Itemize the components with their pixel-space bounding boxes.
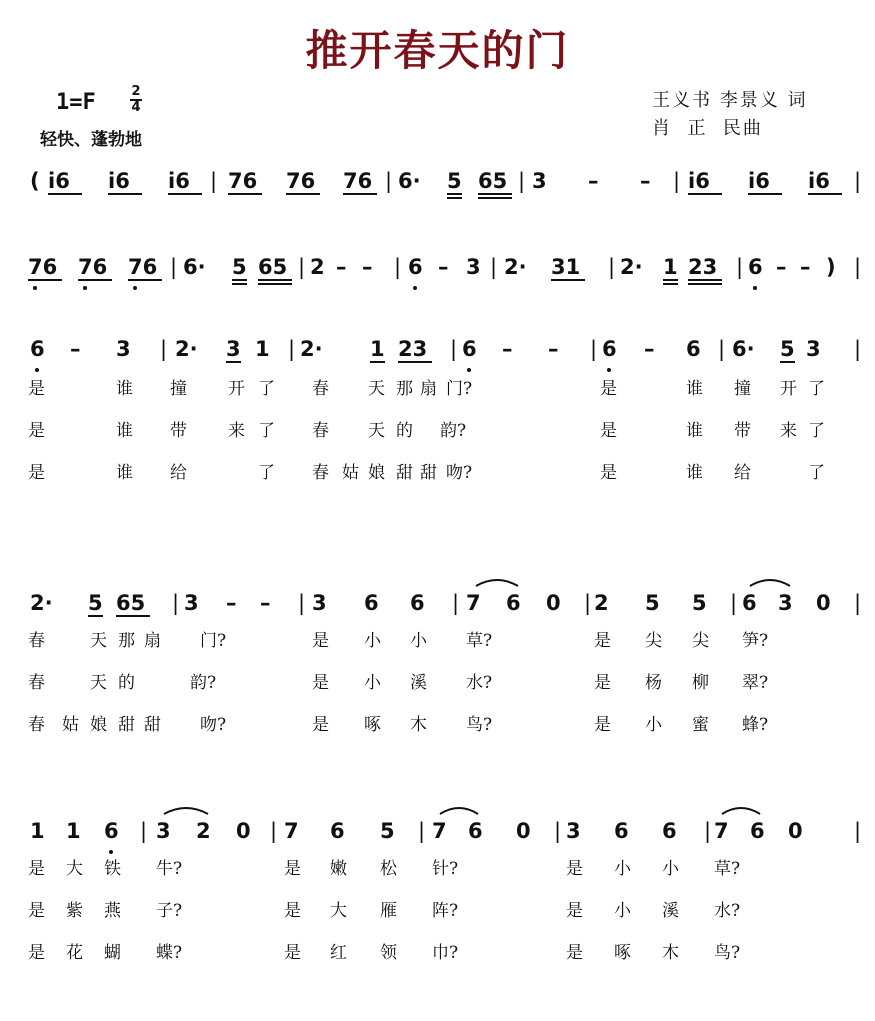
time-signature (130, 86, 142, 114)
lyric-char: 大 (330, 901, 347, 921)
barline: | (584, 591, 592, 615)
lyric-char: 春 (28, 631, 45, 651)
lyric-char: 是 (312, 631, 329, 651)
lyric-line-5-2 (0, 898, 875, 924)
barline: | (608, 255, 616, 279)
lyric-char: 春 (28, 715, 45, 735)
lyric-char: 草? (714, 859, 741, 879)
barline: | (590, 337, 598, 361)
lyric-char: 是 (600, 421, 617, 441)
lyric-char: 给 (170, 463, 187, 483)
lyric-char: 柳 (692, 673, 709, 693)
lyric-char: 谁 (686, 379, 703, 399)
tie-arc (722, 808, 760, 814)
lyric-char: 带 (170, 421, 187, 441)
barline: | (172, 591, 180, 615)
note: 3 (466, 255, 481, 279)
note: ) (826, 255, 836, 279)
lyric-char: 天 (90, 673, 107, 693)
barline: | (140, 819, 148, 843)
note: – (644, 337, 655, 361)
note: 5 (780, 337, 795, 361)
barline: | (418, 819, 426, 843)
lyric-char: 小 (614, 901, 631, 921)
lyric-line-5-3 (0, 940, 875, 966)
note: 1 (370, 337, 385, 361)
lyric-char: 木 (410, 715, 427, 735)
note: – (776, 255, 787, 279)
note: 3 (312, 591, 327, 615)
note: i6 (48, 169, 70, 193)
note: – (502, 337, 513, 361)
barline: | (160, 337, 168, 361)
note: 0 (236, 819, 251, 843)
note: 5 (232, 255, 247, 279)
lyric-char: 紫 (66, 901, 83, 921)
lyric-line-4-1 (0, 628, 875, 654)
lyric-char: 是 (566, 943, 583, 963)
note: 76 (343, 169, 373, 193)
note: 6 (330, 819, 345, 843)
lyric-char: 是 (594, 631, 611, 651)
note: 31 (551, 255, 581, 279)
lyric-char: 是 (600, 379, 617, 399)
note: 2· (30, 591, 53, 615)
lyric-char: 雁 (380, 901, 397, 921)
note: 3 (226, 337, 241, 361)
octave-dot (467, 368, 471, 372)
lyric-char: 嫩 (330, 859, 347, 879)
note: 65 (116, 591, 146, 615)
barline: | (718, 337, 726, 361)
lyric-char: 是 (594, 715, 611, 735)
lyric-char: 甜 (420, 463, 437, 483)
lyric-char: 那 (118, 631, 135, 651)
lyric-char: 巾? (432, 943, 459, 963)
lyric-char: 小 (662, 859, 679, 879)
note: 0 (816, 591, 831, 615)
note: 2 (594, 591, 609, 615)
note: 5 (380, 819, 395, 843)
note: 7 (284, 819, 299, 843)
barline: | (450, 337, 458, 361)
lyric-char: 谁 (686, 463, 703, 483)
composer-credit: 肖 正 民曲 (652, 118, 763, 139)
barline: | (730, 591, 738, 615)
note: 65 (258, 255, 288, 279)
note: 2· (504, 255, 527, 279)
lyric-line-3-3 (0, 460, 875, 486)
notation-row-5 (0, 816, 875, 846)
lyric-char: 韵? (440, 421, 467, 441)
lyric-char: 啄 (364, 715, 381, 735)
tie-arc (164, 808, 208, 814)
lyric-char: 是 (312, 673, 329, 693)
note: – (336, 255, 347, 279)
tie-arc (750, 580, 790, 586)
note: 6 (602, 337, 617, 361)
note: 6 (364, 591, 379, 615)
lyric-char: 带 (734, 421, 751, 441)
barline: | (394, 255, 402, 279)
barline: | (554, 819, 562, 843)
octave-dot (83, 286, 87, 290)
note: 5 (692, 591, 707, 615)
note: 76 (28, 255, 58, 279)
time-signature-top: 2 (131, 84, 141, 99)
lyric-char: 春 (28, 673, 45, 693)
barline: | (673, 169, 681, 193)
tie-arc (440, 808, 478, 814)
note: 6 (742, 591, 757, 615)
lyric-char: 小 (410, 631, 427, 651)
lyric-char: 啄 (614, 943, 631, 963)
lyric-char: 了 (808, 421, 825, 441)
barline: | (854, 337, 862, 361)
lyric-line-4-2 (0, 670, 875, 696)
lyric-char: 撞 (734, 379, 751, 399)
lyric-char: 是 (28, 859, 45, 879)
lyric-char: 是 (284, 901, 301, 921)
lyric-char: 甜 (118, 715, 135, 735)
lyric-char: 门? (446, 379, 473, 399)
note: 7 (714, 819, 729, 843)
note: – (588, 169, 599, 193)
lyric-char: 阵? (432, 901, 459, 921)
barline: | (854, 169, 862, 193)
note: 6 (468, 819, 483, 843)
note: 6· (398, 169, 421, 193)
lyric-char: 尖 (645, 631, 662, 651)
barline: | (518, 169, 526, 193)
lyric-char: 是 (28, 421, 45, 441)
lyric-char: 是 (566, 901, 583, 921)
lyric-char: 扇 (420, 379, 437, 399)
lyric-char: 水? (466, 673, 493, 693)
lyric-char: 了 (808, 463, 825, 483)
lyric-char: 的 (396, 421, 413, 441)
lyric-char: 蝴 (104, 943, 121, 963)
octave-dot (109, 850, 113, 854)
tempo-marking: 轻快、蓬勃地 (40, 130, 142, 150)
note: 3 (806, 337, 821, 361)
barline: | (854, 819, 862, 843)
note: 0 (788, 819, 803, 843)
lyric-char: 木 (662, 943, 679, 963)
lyric-char: 大 (66, 859, 83, 879)
octave-dot (413, 286, 417, 290)
lyric-char: 开 (780, 379, 797, 399)
lyric-char: 谁 (116, 379, 133, 399)
barline: | (736, 255, 744, 279)
lyric-char: 针? (432, 859, 459, 879)
notation-row-2 (0, 252, 875, 282)
note: 2· (300, 337, 323, 361)
octave-dot (753, 286, 757, 290)
lyric-char: 溪 (410, 673, 427, 693)
lyric-char: 红 (330, 943, 347, 963)
octave-dot (133, 286, 137, 290)
song-title: 推开春天的门 (305, 26, 570, 75)
barline: | (288, 337, 296, 361)
barline: | (210, 169, 218, 193)
lyric-char: 谁 (686, 421, 703, 441)
barline: | (452, 591, 460, 615)
note: 6 (748, 255, 763, 279)
note: 2· (175, 337, 198, 361)
lyric-char: 的 (118, 673, 135, 693)
lyric-char: 翠? (742, 673, 769, 693)
lyric-char: 鸟? (466, 715, 493, 735)
lyric-char: 杨 (645, 673, 662, 693)
octave-dot (35, 368, 39, 372)
key-signature: 1=F (56, 90, 96, 115)
lyric-char: 天 (368, 421, 385, 441)
note: 1 (255, 337, 270, 361)
note: 76 (286, 169, 316, 193)
note: 23 (688, 255, 718, 279)
lyric-char: 笋? (742, 631, 769, 651)
note: – (438, 255, 449, 279)
lyric-char: 鸟? (714, 943, 741, 963)
note: i6 (748, 169, 770, 193)
lyric-char: 是 (284, 943, 301, 963)
lyric-char: 燕 (104, 901, 121, 921)
lyric-char: 蜜 (692, 715, 709, 735)
note: 6 (408, 255, 423, 279)
note: i6 (168, 169, 190, 193)
note: – (800, 255, 811, 279)
lyric-char: 是 (28, 901, 45, 921)
lyric-char: 草? (466, 631, 493, 651)
lyric-char: 姑 (342, 463, 359, 483)
note: – (226, 591, 237, 615)
lyric-char: 领 (380, 943, 397, 963)
note: 7 (466, 591, 481, 615)
note: 5 (447, 169, 462, 193)
lyric-char: 是 (284, 859, 301, 879)
lyric-char: 来 (228, 421, 245, 441)
octave-dot (33, 286, 37, 290)
lyric-line-3-1 (0, 376, 875, 402)
note: ( (30, 169, 40, 193)
barline: | (298, 591, 306, 615)
lyric-char: 谁 (116, 421, 133, 441)
lyric-char: 蝶? (156, 943, 183, 963)
note: 1 (66, 819, 81, 843)
lyric-char: 天 (90, 631, 107, 651)
barline: | (854, 591, 862, 615)
lyric-line-5-1 (0, 856, 875, 882)
time-signature-bottom: 4 (131, 100, 141, 115)
note: – (548, 337, 559, 361)
lyric-char: 小 (364, 631, 381, 651)
note: 76 (128, 255, 158, 279)
note: 6 (104, 819, 119, 843)
note: 3 (116, 337, 131, 361)
note: 3 (184, 591, 199, 615)
lyric-char: 是 (28, 463, 45, 483)
note: 5 (645, 591, 660, 615)
barline: | (490, 255, 498, 279)
lyric-char: 子? (156, 901, 183, 921)
note: i6 (108, 169, 130, 193)
note: 76 (228, 169, 258, 193)
lyric-char: 娘 (90, 715, 107, 735)
note: 2 (196, 819, 211, 843)
note: 6· (732, 337, 755, 361)
lyric-char: 小 (364, 673, 381, 693)
barline: | (704, 819, 712, 843)
lyric-char: 春 (312, 463, 329, 483)
barline: | (170, 255, 178, 279)
note: – (362, 255, 373, 279)
lyric-char: 溪 (662, 901, 679, 921)
lyric-char: 是 (566, 859, 583, 879)
note: 2· (620, 255, 643, 279)
lyric-char: 吻? (446, 463, 473, 483)
octave-dot (607, 368, 611, 372)
tie-arc (476, 580, 518, 586)
lyric-char: 了 (258, 421, 275, 441)
note: 3 (566, 819, 581, 843)
note: 7 (432, 819, 447, 843)
note: 6 (30, 337, 45, 361)
lyric-char: 牛? (156, 859, 183, 879)
lyric-char: 是 (594, 673, 611, 693)
note: – (640, 169, 651, 193)
note: 6 (750, 819, 765, 843)
note: 6 (506, 591, 521, 615)
lyric-char: 那 (396, 379, 413, 399)
note: 6· (183, 255, 206, 279)
note: 0 (546, 591, 561, 615)
note: 6 (614, 819, 629, 843)
lyric-line-4-3 (0, 712, 875, 738)
lyric-char: 甜 (144, 715, 161, 735)
note: 76 (78, 255, 108, 279)
lyric-char: 了 (808, 379, 825, 399)
lyric-char: 撞 (170, 379, 187, 399)
note: – (70, 337, 81, 361)
lyric-char: 来 (780, 421, 797, 441)
note: 2 (310, 255, 325, 279)
lyric-line-3-2 (0, 418, 875, 444)
lyric-char: 天 (368, 379, 385, 399)
lyric-char: 是 (28, 379, 45, 399)
note: 6 (662, 819, 677, 843)
barline: | (270, 819, 278, 843)
lyric-char: 尖 (692, 631, 709, 651)
note: 23 (398, 337, 428, 361)
lyric-char: 铁 (104, 859, 121, 879)
lyric-char: 小 (645, 715, 662, 735)
lyricists-credit: 王义书 李景义 词 (652, 90, 808, 111)
lyric-char: 了 (258, 463, 275, 483)
lyric-char: 水? (714, 901, 741, 921)
lyric-char: 甜 (396, 463, 413, 483)
lyric-char: 谁 (116, 463, 133, 483)
note: i6 (808, 169, 830, 193)
notation-row-3 (0, 334, 875, 364)
note: i6 (688, 169, 710, 193)
lyric-char: 开 (228, 379, 245, 399)
lyric-char: 韵? (190, 673, 217, 693)
lyric-char: 了 (258, 379, 275, 399)
note: 1 (30, 819, 45, 843)
note: 3 (532, 169, 547, 193)
note: 65 (478, 169, 508, 193)
lyric-char: 松 (380, 859, 397, 879)
lyric-char: 小 (614, 859, 631, 879)
note: 6 (410, 591, 425, 615)
note: 3 (778, 591, 793, 615)
lyric-char: 花 (66, 943, 83, 963)
note: 6 (686, 337, 701, 361)
lyric-char: 是 (600, 463, 617, 483)
note: 0 (516, 819, 531, 843)
note: 6 (462, 337, 477, 361)
barline: | (385, 169, 393, 193)
lyric-char: 娘 (368, 463, 385, 483)
note: 5 (88, 591, 103, 615)
note: 3 (156, 819, 171, 843)
lyric-char: 是 (28, 943, 45, 963)
notation-row-1 (0, 166, 875, 196)
lyric-char: 春 (312, 421, 329, 441)
lyric-char: 门? (200, 631, 227, 651)
lyric-char: 蜂? (742, 715, 769, 735)
lyric-char: 吻? (200, 715, 227, 735)
note: 1 (663, 255, 678, 279)
lyric-char: 姑 (62, 715, 79, 735)
barline: | (298, 255, 306, 279)
lyric-char: 春 (312, 379, 329, 399)
lyric-char: 扇 (144, 631, 161, 651)
lyric-char: 给 (734, 463, 751, 483)
note: – (260, 591, 271, 615)
lyric-char: 是 (312, 715, 329, 735)
notation-row-4 (0, 588, 875, 618)
barline: | (854, 255, 862, 279)
